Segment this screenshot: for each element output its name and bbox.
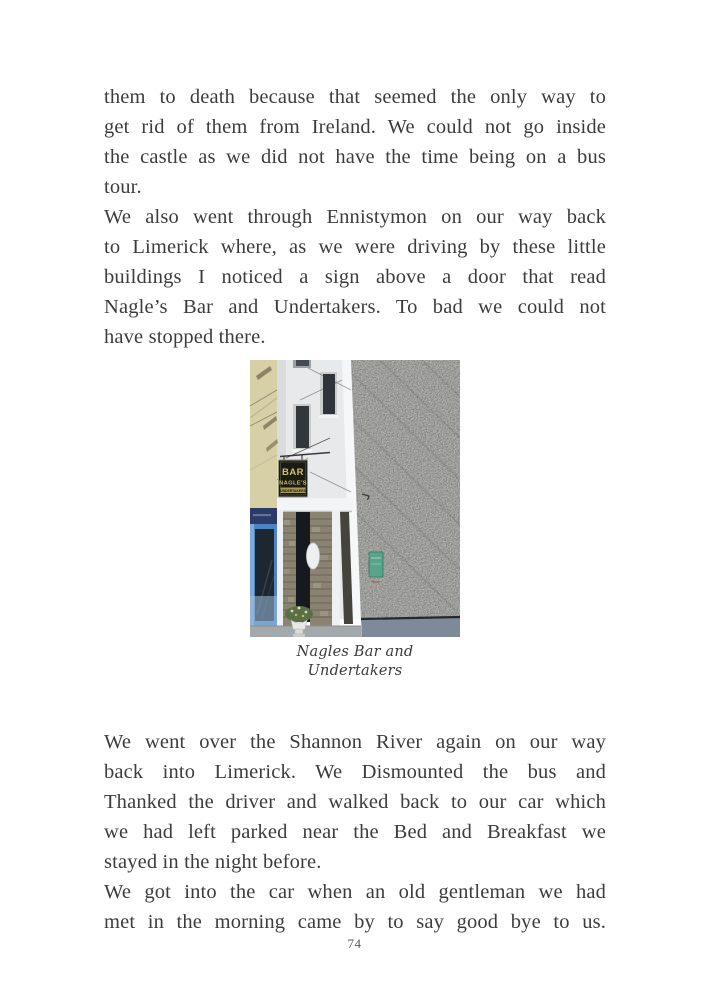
text-line: back into Limerick. We Dismounted the bus and [104, 761, 606, 783]
pebbledash-wall [345, 360, 460, 622]
paragraph [104, 877, 606, 937]
sign-text-undertakers: UNDERTAKERS [280, 488, 306, 493]
text-line: stayed in the night before. [104, 851, 322, 873]
text-line: met in the morning came by to say good bye to us. [104, 911, 606, 933]
sign-text-bar: BAR [281, 467, 305, 478]
cornice-band [277, 498, 353, 512]
text-line: have stopped there. [104, 326, 266, 348]
sign-text-nagles: NAGLE'S [279, 480, 307, 487]
page-number: 74 [347, 936, 362, 951]
text-line: buildings I noticed a sign above a door that read [104, 266, 606, 288]
text-line: tour. [104, 176, 142, 198]
blue-shopfront [250, 508, 277, 626]
figure-nagles-bar [250, 360, 460, 681]
text-line: we had left parked near the Bed and Breakfast we [104, 821, 606, 843]
upper-window-left-top [293, 360, 311, 368]
oval-plaque [307, 543, 320, 569]
text-line: Thanked the driver and walked back to our car which [104, 791, 606, 813]
text-line: We also went through Ennistymon on our way back [104, 206, 606, 228]
pilaster-left [277, 510, 283, 626]
photo-nagles-bar-storefront [250, 360, 460, 637]
text-line: the castle as we did not have the time being on a bus [104, 146, 606, 168]
text-line: We went over the Shannon River again on our way [104, 731, 606, 753]
text-line: them to death because that seemed the only way to [104, 86, 606, 108]
paragraph [104, 82, 606, 202]
text-column [104, 82, 606, 937]
figure-caption: Nagles Bar and Undertakers [296, 644, 414, 679]
text-line: get rid of them from Ireland. We could not go inside [104, 116, 606, 138]
street [250, 626, 362, 637]
text-line: Nagle’s Bar and Undertakers. To bad we could not [104, 296, 606, 318]
paragraph [104, 202, 606, 352]
paragraph [104, 727, 606, 877]
cream-building [250, 360, 278, 508]
text-line: to Limerick where, as we were driving by these little [104, 236, 606, 258]
wall-plinth [361, 617, 460, 637]
pilaster-right [332, 510, 340, 626]
dark-doorway [296, 512, 310, 622]
upper-window-left [292, 404, 312, 452]
text-line: We got into the car when an old gentleman we had [104, 881, 606, 903]
